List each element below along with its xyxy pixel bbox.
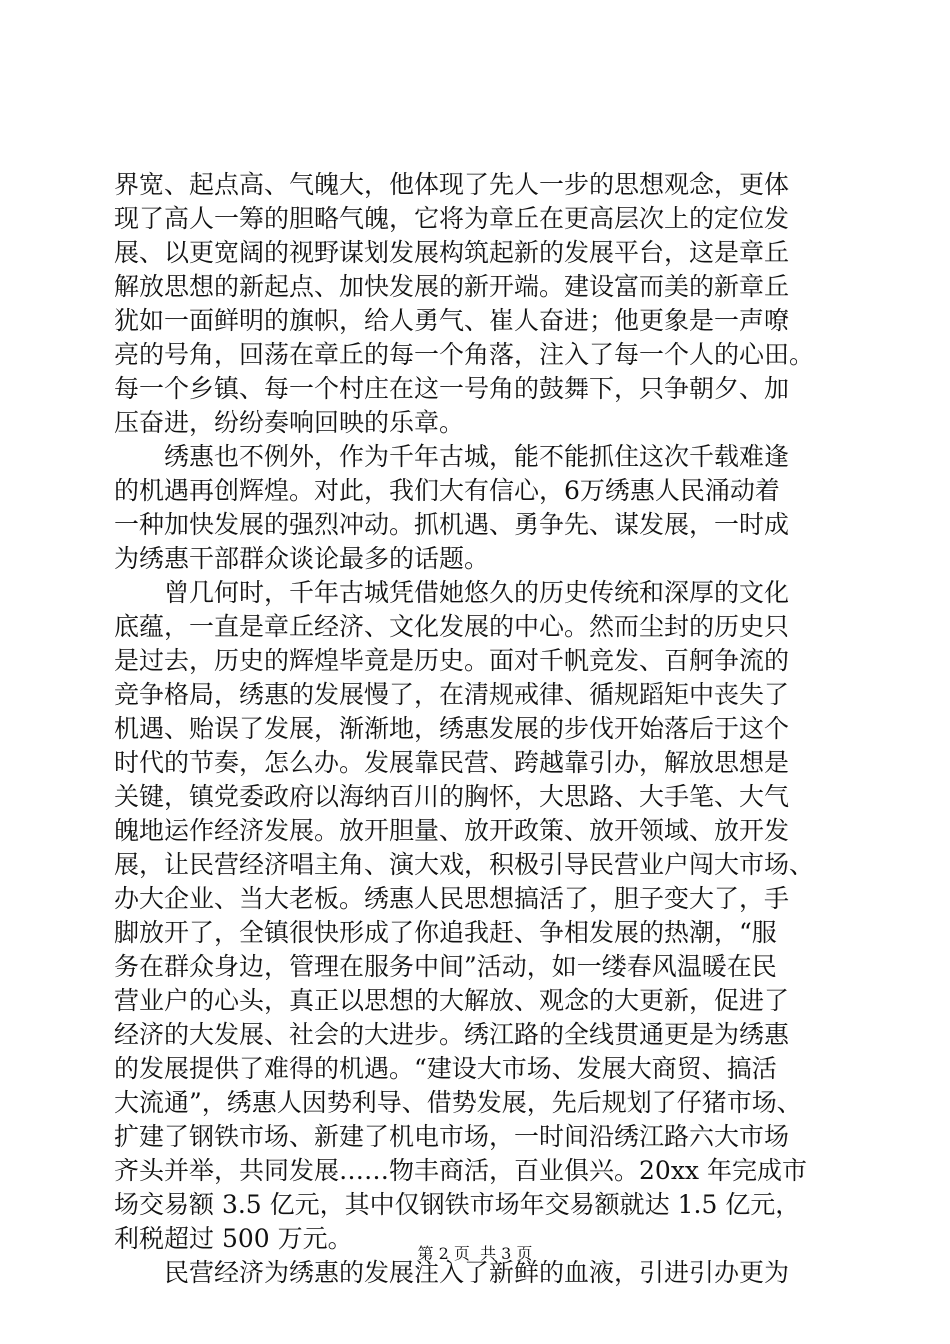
text-line: 曾几何时，千年古城凭借她悠久的历史传统和深厚的文化 bbox=[114, 578, 790, 607]
text-line: 务在群众身边，管理在服务中间”活动，如一缕春风温暖在民 bbox=[114, 952, 777, 981]
body-text bbox=[114, 168, 834, 1290]
text-line: 解放思想的新起点、加快发展的新开端。建设富而美的新章丘 bbox=[114, 272, 790, 301]
text-line: 界宽、起点高、气魄大，他体现了先人一步的思想观念，更体 bbox=[114, 170, 790, 199]
text-line: 的机遇再创辉煌。对此，我们大有信心，6万绣惠人民涌动着 bbox=[114, 476, 780, 505]
text-line: 现了高人一筹的胆略气魄，它将为章丘在更高层次上的定位发 bbox=[114, 204, 790, 233]
text-line: 底蕴，一直是章丘经济、文化发展的中心。然而尘封的历史只 bbox=[114, 612, 790, 641]
text-line: 亮的号角，回荡在章丘的每一个角落，注入了每一个人的心田。 bbox=[114, 340, 815, 369]
text-line: 魄地运作经济发展。放开胆量、放开政策、放开领域、放开发 bbox=[114, 816, 790, 845]
text-line: 场交易额 3.5 亿元，其中仅钢铁市场年交易额就达 1.5 亿元， bbox=[114, 1190, 801, 1219]
text-line: 扩建了钢铁市场、新建了机电市场，一时间沿绣江路六大市场 bbox=[114, 1122, 790, 1151]
page-footer: 第 2 页 共 3 页 bbox=[417, 1244, 533, 1263]
text-line: 关键，镇党委政府以海纳百川的胸怀，大思路、大手笔、大气 bbox=[114, 782, 790, 811]
text-line: 营业户的心头，真正以思想的大解放、观念的大更新，促进了 bbox=[114, 986, 790, 1015]
text-line: 犹如一面鲜明的旗帜，给人勇气、崔人奋进；他更象是一声嘹 bbox=[114, 306, 790, 335]
text-line: 展，让民营经济唱主角、演大戏，积极引导民营业户闯大市场、 bbox=[114, 850, 815, 879]
text-line: 办大企业、当大老板。绣惠人民思想搞活了，胆子变大了，手 bbox=[114, 884, 790, 913]
text-line: 竞争格局，绣惠的发展慢了，在清规戒律、循规蹈矩中丧失了 bbox=[114, 680, 790, 709]
text-line: 机遇、贻误了发展，渐渐地，绣惠发展的步伐开始落后于这个 bbox=[114, 714, 790, 743]
text-line: 齐头并举，共同发展……物丰商活，百业俱兴。20xx 年完成市 bbox=[114, 1156, 807, 1185]
text-line: 时代的节奏，怎么办。发展靠民营、跨越靠引办，解放思想是 bbox=[114, 748, 790, 777]
text-line: 是过去，历史的辉煌毕竟是历史。面对千帆竞发、百舸争流的 bbox=[114, 646, 790, 675]
text-line: 绣惠也不例外，作为千年古城，能不能抓住这次千载难逢 bbox=[114, 442, 790, 471]
text-line: 展、以更宽阔的视野谋划发展构筑起新的发展平台，这是章丘 bbox=[114, 238, 790, 267]
text-line: 压奋进，纷纷奏响回映的乐章。 bbox=[114, 408, 465, 437]
text-line: 大流通”，绣惠人因势利导、借势发展，先后规划了仔猪市场、 bbox=[114, 1088, 802, 1117]
text-line: 民营经济为绣惠的发展注入了新鲜的血液，引进引办更为 bbox=[114, 1258, 790, 1287]
text-line: 为绣惠干部群众谈论最多的话题。 bbox=[114, 544, 490, 573]
text-line: 脚放开了，全镇很快形成了你追我赶、争相发展的热潮，“服 bbox=[114, 918, 777, 947]
text-line: 经济的大发展、社会的大进步。绣江路的全线贯通更是为绣惠 bbox=[114, 1020, 790, 1049]
text-line: 每一个乡镇、每一个村庄在这一号角的鼓舞下，只争朝夕、加 bbox=[114, 374, 790, 403]
text-line: 一种加快发展的强烈冲动。抓机遇、勇争先、谋发展，一时成 bbox=[114, 510, 790, 539]
text-line: 利税超过 500 万元。 bbox=[114, 1224, 353, 1253]
text-line: 的发展提供了难得的机遇。“建设大市场、发展大商贸、搞活 bbox=[114, 1054, 777, 1083]
